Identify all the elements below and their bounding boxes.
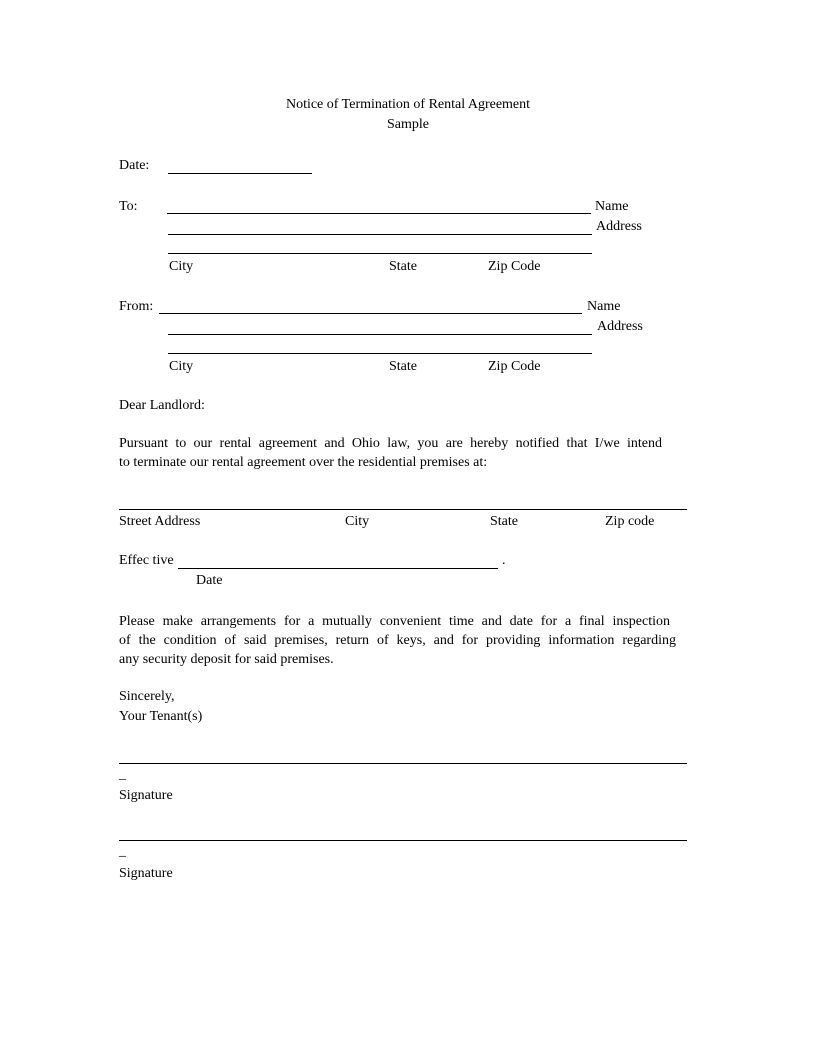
to-name-label: Name [595,199,629,214]
document-title: Notice of Termination of Rental Agreement [285,97,531,112]
document-subtitle: Sample [387,117,429,132]
notice-line-2: to terminate our rental agreement over the residential premises at: [119,455,488,470]
salutation: Dear Landlord: [119,398,205,413]
to-city-line [168,253,592,254]
premises-city-label: City [345,514,370,529]
signature-tail-1: _ [119,767,126,782]
from-address-line [168,334,592,335]
premises-street-label: Street Address [119,514,201,529]
premises-zip-label: Zip code [605,514,655,529]
premises-address-line [119,509,687,510]
to-label: To: [119,199,138,214]
from-state-label: State [389,359,417,374]
signature-label-1: Signature [119,788,173,803]
from-name-line [159,313,582,314]
signature-line-1 [119,763,687,764]
from-name-label: Name [587,299,621,314]
date-line [168,173,312,174]
to-address-label: Address [596,219,642,234]
date-label: Date: [119,158,150,173]
inspection-line-2: of the condition of said premises, return of keys, and for providing information regarding [119,633,676,648]
inspection-line-3: any security deposit for said premises. [119,652,334,667]
closing-your-tenants: Your Tenant(s) [119,709,203,724]
notice-line-1: Pursuant to our rental agreement and Ohio law, you are hereby notified that I/we intend [119,436,662,451]
from-city-line [168,353,592,354]
effective-label: Effec tive [119,553,174,568]
inspection-paragraph [119,612,676,669]
to-name-line [167,213,591,214]
to-zip-label: Zip Code [488,259,541,274]
effective-date-line [178,568,498,569]
inspection-line-1: Please make arrangements for a mutually convenient time and date for a final inspection [119,614,670,629]
to-city-label: City [169,259,194,274]
signature-tail-2: _ [119,844,126,859]
premises-state-label: State [490,514,518,529]
signature-line-2 [119,840,687,841]
effective-date-label: Date [196,573,223,588]
from-zip-label: Zip Code [488,359,541,374]
from-city-label: City [169,359,194,374]
from-label: From: [119,299,154,314]
closing-sincerely: Sincerely, [119,689,175,704]
effective-period: . [502,553,506,568]
to-address-line [168,234,592,235]
notice-paragraph [119,434,662,472]
from-address-label: Address [597,319,643,334]
signature-label-2: Signature [119,866,173,881]
to-state-label: State [389,259,417,274]
